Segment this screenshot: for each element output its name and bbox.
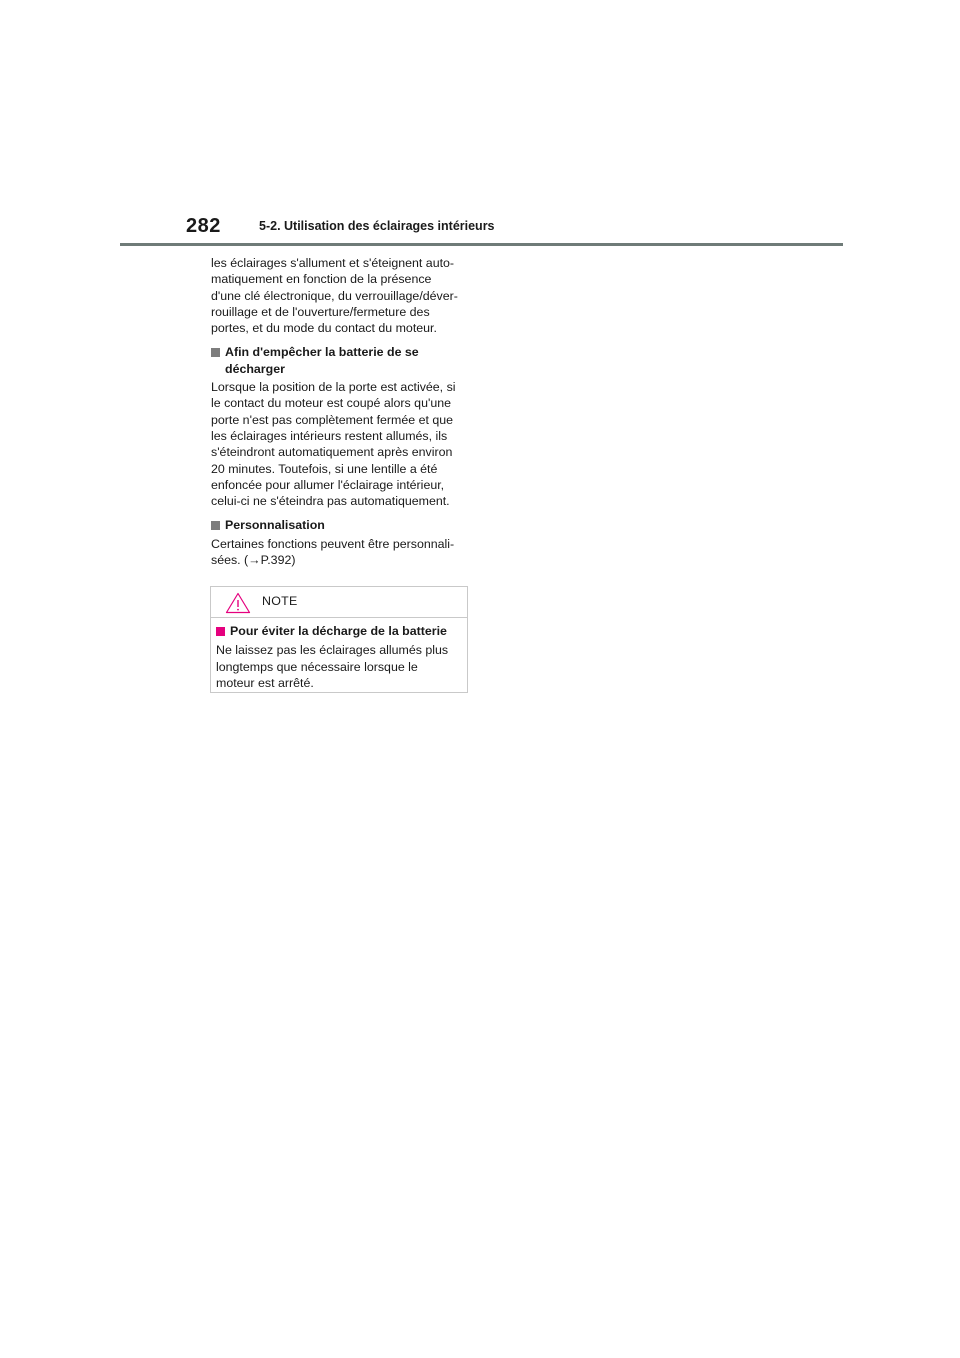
intro-paragraph [211, 255, 471, 336]
battery-line: 20 minutes. Toutefois, si une lentille a été [211, 461, 438, 476]
battery-heading-line: Afin d'empêcher la batterie de se [225, 345, 419, 360]
square-bullet-icon [216, 627, 225, 636]
intro-line: matiquement en fonction de la présence [211, 272, 432, 287]
customization-page-link[interactable]: sées. (→P.392) [211, 553, 296, 568]
customization-line: Certaines fonctions peuvent être personnali- [211, 536, 455, 551]
customization-heading [211, 517, 471, 533]
note-line: Ne laissez pas les éclairages allumés plus [216, 643, 449, 658]
intro-line: portes, et du mode du contact du moteur. [211, 321, 437, 336]
battery-line: enfoncée pour allumer l'éclairage intérieur, [211, 477, 445, 492]
battery-line: s'éteindront automatiquement après environ [211, 445, 453, 460]
battery-line: le contact du moteur est coupé alors qu'une [211, 396, 452, 411]
square-bullet-icon [211, 348, 220, 357]
customization-heading-text: Personnalisation [225, 518, 325, 533]
note-box [210, 586, 468, 693]
note-body [211, 618, 467, 691]
intro-line: les éclairages s'allument et s'éteignent auto- [211, 256, 455, 270]
square-bullet-icon [211, 521, 220, 530]
intro-line: rouillage et de l'ouverture/fermeture des [211, 304, 430, 319]
battery-line: celui-ci ne s'éteindra pas automatiquement. [211, 494, 450, 509]
note-line: moteur est arrêté. [216, 675, 314, 690]
note-label: NOTE [262, 594, 298, 608]
battery-paragraph [211, 379, 471, 509]
page-number: 282 [186, 215, 221, 237]
battery-heading [211, 344, 471, 377]
note-header [211, 587, 467, 618]
customization-paragraph [211, 536, 471, 569]
battery-line: porte n'est pas complètement fermée et que [211, 412, 454, 427]
note-line: longtemps que nécessaire lorsque le [216, 659, 418, 674]
note-paragraph [216, 642, 463, 691]
note-heading [216, 623, 463, 639]
battery-line: les éclairages intérieurs restent allumés, ils [211, 428, 448, 443]
main-content [211, 255, 471, 576]
note-heading-text: Pour éviter la décharge de la batterie [230, 624, 447, 638]
warning-triangle-icon [225, 592, 251, 614]
intro-line: d'une clé électronique, du verrouillage/déver- [211, 288, 458, 303]
section-title: 5-2. Utilisation des éclairages intérieurs [259, 219, 495, 233]
battery-line: Lorsque la position de la porte est activée, si [211, 380, 456, 395]
battery-heading-line: décharger [225, 361, 285, 376]
header-rule [120, 243, 843, 246]
